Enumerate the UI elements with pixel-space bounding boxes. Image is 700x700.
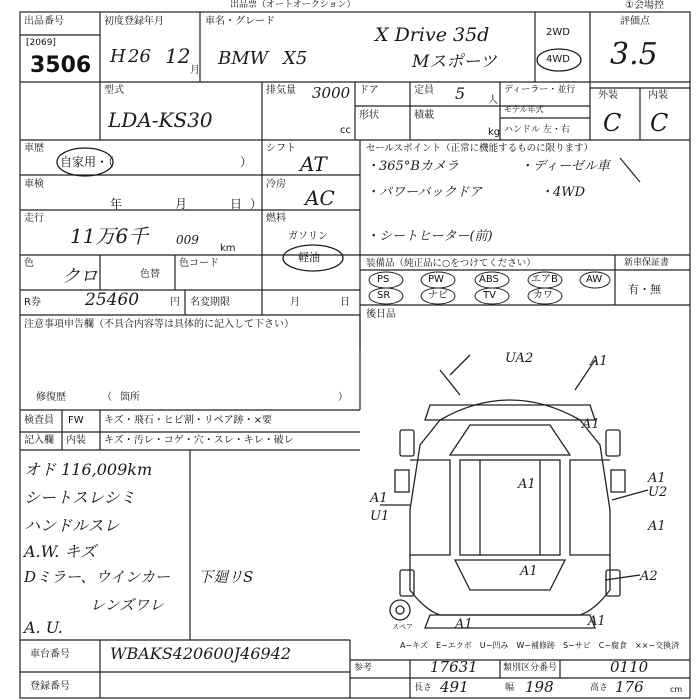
width-label: 幅 [505,683,515,693]
copy-label: ①会場控 [625,0,664,11]
sales-point-1: ・365°Bカメラ [366,159,459,174]
displacement-unit: cc [340,125,351,136]
load-unit: kg [488,127,501,138]
shape-label: 形状 [359,110,379,121]
dealer-label: ディーラー・並行 [504,85,576,95]
doors-label: ドア [359,85,379,96]
equip-leather: カワ [533,290,553,301]
fuel-label: 燃料 [266,213,286,224]
equip-tv: TV [483,290,496,301]
aircon-value: AC [305,186,335,210]
color-code-label: 色コード [179,258,219,269]
class-value: 0110 [610,658,649,676]
len-label: 長さ [414,683,433,693]
remark-1: オド 116,009km [24,460,153,479]
recycle-value: 25460 [85,290,140,310]
drive-4wd: 4WD [546,54,570,65]
equip-pw: PW [428,274,444,285]
usage-label: 車歴 [24,143,44,154]
mark-right-front: A1 [582,417,600,432]
int-value: C [650,109,669,137]
ext-label: 外装 [598,90,618,101]
name-change-label: 名変期限 [190,297,230,308]
interior-label: 内装 [66,435,86,446]
displacement-label: 排気量 [266,85,296,96]
equipment-label: 装備品（純正品に○をつけてください） [366,258,536,269]
name-change-day: 日 [340,297,350,308]
lot-sub-number: [2069] [26,38,56,48]
model-year-label: モデル年式 [504,105,544,114]
check-label: 検査員 [24,415,54,426]
month-unit: 月 [190,65,200,76]
remark-3: ハンドルスレ [24,516,120,535]
drive-2wd: 2WD [546,27,570,38]
mark-rear-right: A2 [640,569,658,584]
first-reg-year: 26 [128,46,151,67]
mark-rear-bumper: A1 [588,614,606,629]
spare-label: スペア [392,623,413,631]
fuel-gas: ガソリン [288,231,328,242]
vehicle-make: BMW [218,48,269,69]
score-value: 3.5 [610,37,658,72]
aircon-label: 冷房 [266,179,286,190]
inspection-year-unit: 年 [110,197,123,211]
int-label: 内装 [648,90,668,101]
len-value: 491 [440,678,469,696]
sales-point-3: ・パワーバックドア [366,185,482,200]
class-label: 類別区分番号 [503,663,558,673]
mark-left-a: A1 [370,491,388,506]
grade-line2: Mスポーツ [412,52,497,72]
usage-close: ） [240,155,253,169]
warranty-value: 有・無 [628,283,661,296]
later-items-label: 後日品 [366,309,396,320]
first-reg-label: 初度登録年月 [104,16,164,27]
top-banner: 出品票（オートオークション） [230,0,356,10]
load-label: 積載 [414,110,434,121]
handle-label: ハンドル 左・右 [504,125,570,135]
fw-items: キズ・飛石・ヒビ割・リペア跡・×要 [104,415,272,426]
sales-point-4: ・4WD [540,185,586,200]
mark-roof: A1 [518,477,536,492]
fuel-diesel: 軽油 [298,251,320,264]
notice-label: 注意事項申告欄（不具合内容等は具体的に記入して下さい） [24,319,294,330]
color-shade-label: 色替 [140,269,160,280]
remark-5: Dミラー、ウインカー [24,568,170,586]
score-label: 評価点 [620,16,650,27]
damage-legend: A−キズ E−エクボ U−凹み W−補修跡 S−サビ C−腐食 ××−交換済 [400,641,680,650]
mark-front-right: A1 [590,354,608,369]
vehicle-label: 車名・グレード [205,16,275,27]
entry-label: 記入欄 [24,435,54,446]
lot-number: 3506 [30,53,92,78]
reg-number-label: 登録番号 [30,681,70,692]
height-value: 176 [615,678,644,696]
grade-line1: X Drive 35d [375,24,490,46]
color-label: 色 [24,258,34,269]
mileage-extra: 009 [176,233,199,247]
sales-point-5: ・シートヒーター(前) [366,229,493,244]
inspection-close: ） [250,197,263,211]
recycle-unit: 円 [170,297,180,308]
remark-2: シートスレシミ [24,488,136,507]
mark-right-u: A1 [648,471,666,486]
height-label: 高さ [590,683,609,693]
shift-label: シフト [266,143,296,154]
repair-place: 箇所 [120,392,140,403]
displacement-value: 3000 [312,84,351,102]
mileage-unit: km [220,243,236,254]
ref-label: 参考 [354,663,373,673]
interior-items: キズ・汚レ・コゲ・穴・スレ・キレ・破レ [104,435,294,446]
ref-value: 17631 [430,658,478,676]
shift-value: AT [300,152,327,176]
inspection-label: 車検 [24,179,44,190]
mark-rear-left: A1 [455,617,473,632]
ext-value: C [603,109,622,137]
equip-sr: SR [377,290,391,301]
model-code-value: LDA-KS30 [108,108,213,132]
vehicle-model: X5 [283,48,308,69]
repair-paren-r: ） [338,392,348,403]
mark-front: UA2 [505,351,534,366]
equip-ps: PS [377,274,390,285]
mark-rear: A1 [520,564,538,579]
width-value: 198 [525,678,554,696]
mark-right-u2: U2 [648,485,668,500]
capacity-value: 5 [455,84,466,103]
equip-airbag: エアB [531,274,558,285]
remark-6: レンズワレ [90,596,165,614]
cm-unit: cm [670,685,683,694]
inspection-day-unit: 日 [230,197,243,211]
lot-label: 出品番号 [24,16,64,27]
fw-label: FW [68,415,84,426]
model-code-label: 型式 [104,85,124,96]
mark-left-u: U1 [370,509,390,524]
capacity-label: 定員 [414,85,434,96]
recycle-label: R券 [24,297,41,308]
mark-right-rear: A1 [648,519,666,534]
remark-side-note: 下廻リS [198,568,254,586]
color-value: クロ [62,266,98,287]
repair-paren-l: （ [102,392,112,403]
mileage-value: 11万6千 [70,224,149,248]
repair-label: 修復歴 [36,392,66,403]
sales-point-2: ・ディーゼル車 [520,159,610,174]
mileage-label: 走行 [24,213,44,224]
first-reg-month: 12 [165,44,191,68]
first-reg-era: H [110,46,126,67]
remark-4: A.W. キズ [24,542,97,561]
warranty-label: 新車保証書 [624,258,670,268]
remark-7: A. U. [24,618,63,637]
chassis-value: WBAKS420600J46942 [110,644,292,663]
inspection-month-unit: 月 [175,197,188,211]
name-change-month: 月 [290,297,300,308]
chassis-label: 車台番号 [30,649,70,660]
sales-points-label: セールスポイント（正常に機能するものに限ります） [366,143,594,154]
usage-value: 自家用・（ [60,155,115,169]
equip-aw: AW [586,274,603,285]
capacity-unit: 人 [488,95,498,106]
equip-abs: ABS [479,274,499,285]
equip-navi: ナビ [428,290,448,301]
